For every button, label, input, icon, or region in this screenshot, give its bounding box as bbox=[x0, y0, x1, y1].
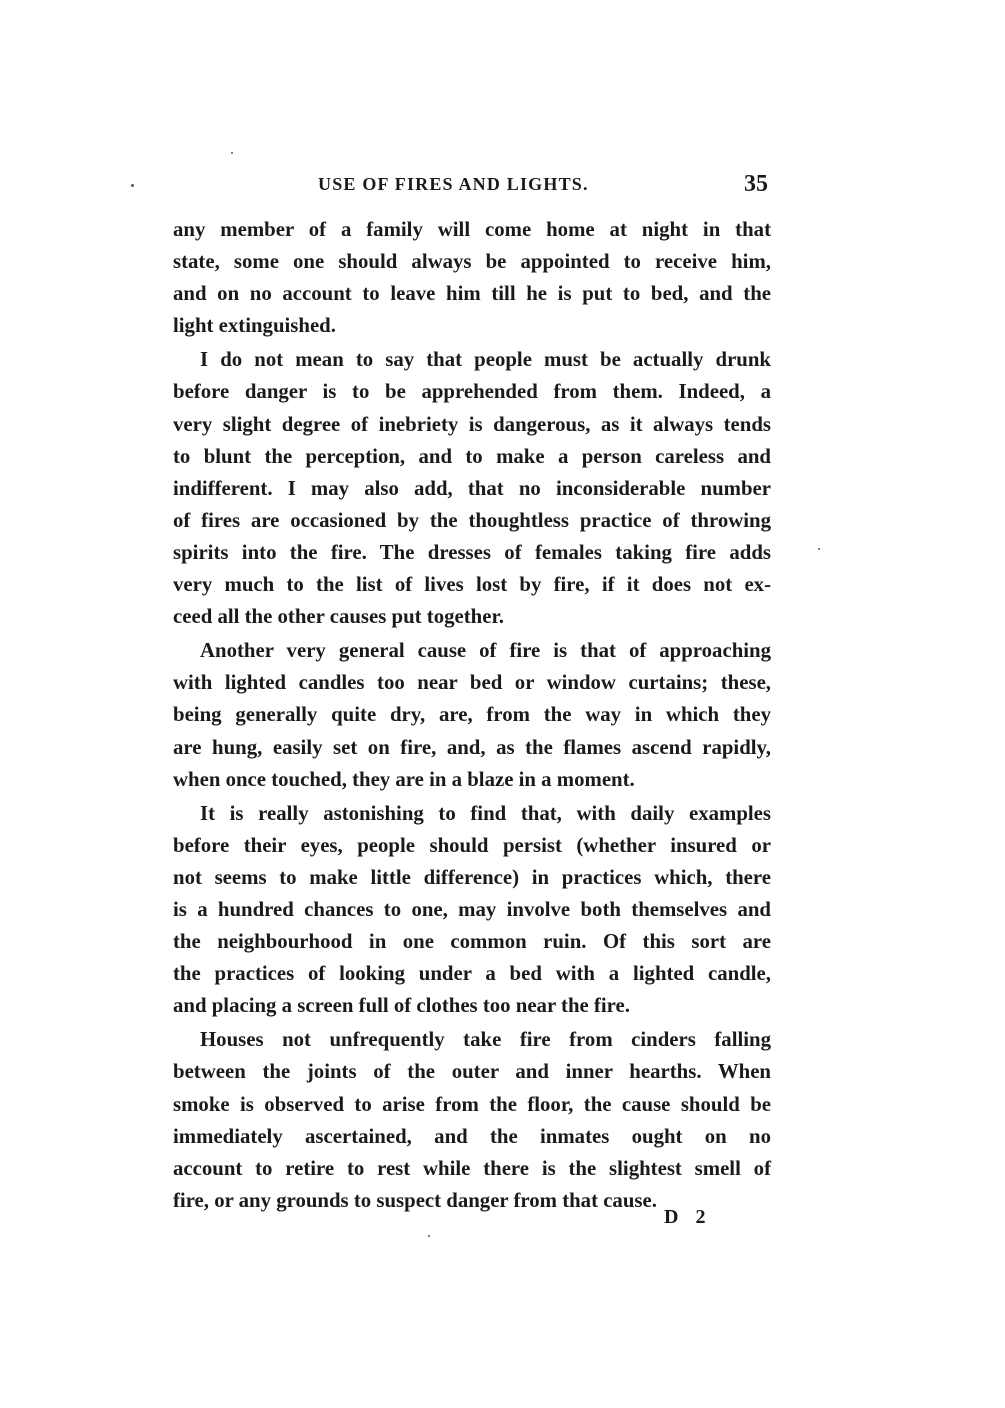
text-line: are hung, easily set on fire, and, as the flames ascend rapidly, bbox=[173, 735, 771, 759]
text-line: any member of a family will come home at night in that bbox=[173, 218, 771, 241]
signature-mark: D 2 bbox=[664, 1206, 712, 1228]
running-title: USE OF FIRES AND LIGHTS. bbox=[318, 174, 589, 194]
ink-speck bbox=[131, 184, 134, 187]
text-line: and on no account to leave him till he is put to bed, and the bbox=[173, 282, 771, 306]
text-line: not seems to make little difference) in practices which, there bbox=[173, 865, 771, 889]
text-line: the practices of looking under a bed with a lighted candle, bbox=[173, 962, 771, 986]
text-line: ceed all the other causes put together. bbox=[173, 605, 504, 629]
text-line: very slight degree of inebriety is dangerous, as it always tends bbox=[173, 412, 771, 436]
text-line: light extinguished. bbox=[173, 314, 336, 338]
text-line: spirits into the fire. The dresses of females taking fire adds bbox=[173, 540, 771, 564]
text-line: I do not mean to say that people must be actually drunk bbox=[200, 348, 771, 372]
paragraph bbox=[173, 1024, 771, 1217]
text-line: smoke is observed to arise from the floor, the cause should be bbox=[173, 1092, 771, 1116]
text-line: with lighted candles too near bed or window curtains; these, bbox=[173, 671, 771, 695]
body-text bbox=[173, 214, 771, 1217]
text-line: before their eyes, people should persist (whether insured or bbox=[173, 833, 771, 857]
ink-speck bbox=[428, 1235, 430, 1237]
paragraph bbox=[173, 214, 771, 342]
page-number: 35 bbox=[744, 171, 768, 197]
text-line: of fires are occasioned by the thoughtless practice of throwing bbox=[173, 508, 771, 532]
text-line: when once touched, they are in a blaze in a moment. bbox=[173, 767, 635, 791]
running-head bbox=[318, 171, 768, 201]
text-line: being generally quite dry, are, from the way in which they bbox=[173, 703, 771, 727]
text-line: to blunt the perception, and to make a person careless and bbox=[173, 444, 771, 468]
text-line: account to retire to rest while there is the slightest smell of bbox=[173, 1156, 771, 1180]
paragraph bbox=[173, 344, 771, 633]
text-line: It is really astonishing to find that, with daily examples bbox=[200, 801, 771, 825]
paragraph bbox=[173, 635, 771, 795]
text-line: is a hundred chances to one, may involve both themselves and bbox=[173, 897, 771, 921]
text-line: Another very general cause of fire is that of approaching bbox=[200, 639, 771, 663]
text-line: before danger is to be apprehended from them. Indeed, a bbox=[173, 380, 771, 404]
text-line: very much to the list of lives lost by fire, if it does not ex- bbox=[173, 573, 771, 597]
text-line: the neighbourhood in one common ruin. Of this sort are bbox=[173, 930, 771, 954]
text-line: Houses not unfrequently take fire from cinders falling bbox=[200, 1028, 771, 1052]
text-line: immediately ascertained, and the inmates ought on no bbox=[173, 1124, 771, 1148]
paragraph bbox=[173, 798, 771, 1023]
text-line: fire, or any grounds to suspect danger from that cause. bbox=[173, 1188, 657, 1212]
text-line: between the joints of the outer and inner hearths. When bbox=[173, 1060, 771, 1084]
ink-speck bbox=[818, 548, 820, 550]
text-line: state, some one should always be appointed to receive him, bbox=[173, 250, 771, 274]
text-line: and placing a screen full of clothes too near the fire. bbox=[173, 994, 630, 1018]
text-line: indifferent. I may also add, that no inconsiderable number bbox=[173, 476, 771, 500]
ink-speck bbox=[231, 152, 233, 154]
